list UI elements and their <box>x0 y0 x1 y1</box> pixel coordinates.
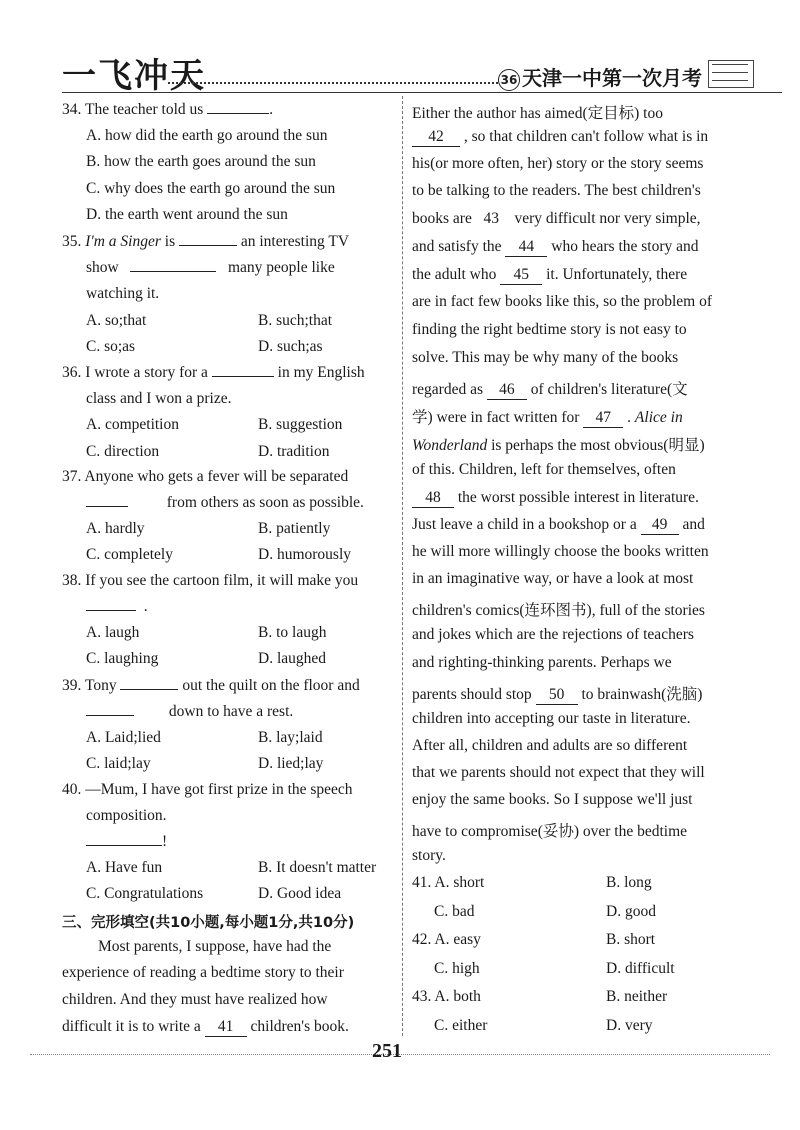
passage-r8: are in fact few books like this, so the problem of <box>412 293 713 310</box>
option-34a[interactable]: A. how did the earth go around the sun <box>86 127 328 144</box>
option-35d[interactable]: D. such;as <box>258 338 323 355</box>
option-38b[interactable]: B. to laugh <box>258 624 327 641</box>
option-36c[interactable]: C. direction <box>86 443 160 460</box>
question-38-line2: . <box>86 598 148 616</box>
question-39-line1: 39. Tony out the quilt on the floor and <box>62 677 360 694</box>
question-40-line3: ! <box>86 833 167 851</box>
option-36b[interactable]: B. suggestion <box>258 416 343 433</box>
question-34: 34. The teacher told us . <box>62 101 274 118</box>
option-40d[interactable]: D. Good idea <box>258 885 342 902</box>
passage-r13: Wonderland is perhaps the most obvious(明显) <box>412 437 705 454</box>
passage-line-1: Most parents, I suppose, have had the <box>98 938 332 955</box>
page-number: 251 <box>372 1040 402 1062</box>
option-39a[interactable]: A. Laid;lied <box>86 729 161 746</box>
passage-r19: children's comics(连环图书), full of the stories <box>412 602 705 619</box>
blank-47[interactable]: 47 <box>583 409 623 428</box>
blank-50[interactable]: 50 <box>536 686 578 705</box>
header-rule <box>62 92 782 93</box>
option-37c[interactable]: C. completely <box>86 546 173 563</box>
option-39d[interactable]: D. lied;lay <box>258 755 324 772</box>
option-40b[interactable]: B. It doesn't matter <box>258 859 377 876</box>
passage-r24: After all, children and adults are so different <box>412 737 688 754</box>
question-38-line1: 38. If you see the cartoon film, it will make you <box>62 572 359 589</box>
option-43b[interactable]: B. neither <box>606 988 668 1005</box>
column-divider <box>402 96 403 1036</box>
passage-r27: have to compromise(妥协) over the bedtime <box>412 823 688 840</box>
brand-title: 一飞冲天 <box>62 56 206 96</box>
blank-43[interactable]: 43 <box>483 210 499 227</box>
passage-r6: and satisfy the 44 who hears the story and <box>412 238 699 255</box>
passage-r14: of this. Children, left for themselves, often <box>412 461 676 478</box>
option-42a[interactable]: 42. A. easy <box>412 931 481 948</box>
option-41b[interactable]: B. long <box>606 874 652 891</box>
option-34d[interactable]: D. the earth went around the sun <box>86 206 288 223</box>
blank-49[interactable]: 49 <box>641 516 679 535</box>
series-title <box>498 62 702 91</box>
passage-r7: the adult who 45 it. Unfortunately, there <box>412 266 688 283</box>
passage-r2: 42 , so that children can't follow what is in <box>412 128 708 147</box>
passage-r18: in an imaginative way, or have a look at most <box>412 570 694 587</box>
option-35a[interactable]: A. so;that <box>86 312 147 329</box>
passage-r20: and jokes which are the rejections of teachers <box>412 626 694 643</box>
option-43d[interactable]: D. very <box>606 1017 653 1034</box>
question-40-line1: 40. —Mum, I have got first prize in the speech <box>62 781 353 798</box>
blank-44[interactable]: 44 <box>505 238 547 257</box>
question-37-line2: from others as soon as possible. <box>86 494 364 512</box>
option-37b[interactable]: B. patiently <box>258 520 331 537</box>
passage-r9: finding the right bedtime story is not easy to <box>412 321 687 338</box>
passage-line-3: children. And they must have realized how <box>62 991 328 1008</box>
passage-r5: books are 43 very difficult nor very simple, <box>412 210 701 227</box>
passage-r16: Just leave a child in a bookshop or a 49 and <box>412 516 705 533</box>
option-35b[interactable]: B. such;that <box>258 312 333 329</box>
passage-r4: to be talking to the readers. The best children's <box>412 182 701 199</box>
blank-42[interactable]: 42 <box>412 128 460 147</box>
question-40-line2: composition. <box>86 807 167 824</box>
option-40a[interactable]: A. Have fun <box>86 859 163 876</box>
passage-r3: his(or more often, her) story or the story seems <box>412 155 704 172</box>
option-39b[interactable]: B. lay;laid <box>258 729 323 746</box>
option-43c[interactable]: C. either <box>434 1017 488 1034</box>
option-34c[interactable]: C. why does the earth go around the sun <box>86 180 336 197</box>
option-36a[interactable]: A. competition <box>86 416 179 433</box>
option-43a[interactable]: 43. A. both <box>412 988 481 1005</box>
option-39c[interactable]: C. laid;lay <box>86 755 151 772</box>
passage-r12: 学) were in fact written for 47 . Alice in <box>412 409 683 426</box>
passage-r17: he will more willingly choose the books written <box>412 543 709 560</box>
passage-r26: enjoy the same books. So I suppose we'll just <box>412 791 693 808</box>
option-42c[interactable]: C. high <box>434 960 480 977</box>
blank-45[interactable]: 45 <box>500 266 542 285</box>
option-40c[interactable]: C. Congratulations <box>86 885 204 902</box>
blank-48[interactable]: 48 <box>412 489 454 508</box>
page-header <box>0 0 800 100</box>
passage-r15: 48 the worst possible interest in literature. <box>412 489 699 508</box>
passage-line-2: experience of reading a bedtime story to their <box>62 964 344 981</box>
option-36d[interactable]: D. tradition <box>258 443 330 460</box>
question-39-line2: down to have a rest. <box>86 703 293 721</box>
passage-r10: solve. This may be why many of the books <box>412 349 679 366</box>
question-36-line2: class and I won a prize. <box>86 390 232 407</box>
passage-r28: story. <box>412 847 446 864</box>
passage-r11: regarded as 46 of children's literature(文 <box>412 381 688 398</box>
passage-r23: children into accepting our taste in literature. <box>412 710 691 727</box>
option-38c[interactable]: C. laughing <box>86 650 159 667</box>
blank-46[interactable]: 46 <box>487 381 527 400</box>
series-number: 36 <box>498 69 520 91</box>
question-36-line1: 36. I wrote a story for a in my English <box>62 364 365 381</box>
passage-r25: that we parents should not expect that they will <box>412 764 705 781</box>
passage-line-4: difficult it is to write a 41 children's book. <box>62 1018 349 1035</box>
series-name: 天津一中第一次月考 <box>522 66 702 90</box>
section-heading: 三、完形填空(共10小题,每小题1分,共10分) <box>62 915 355 931</box>
logo-icon <box>708 60 754 88</box>
option-42d[interactable]: D. difficult <box>606 960 675 977</box>
option-37a[interactable]: A. hardly <box>86 520 145 537</box>
question-35-line3: watching it. <box>86 285 160 302</box>
blank-41[interactable]: 41 <box>205 1018 247 1037</box>
option-34b[interactable]: B. how the earth goes around the sun <box>86 153 316 170</box>
header-dots <box>168 82 498 84</box>
option-38d[interactable]: D. laughed <box>258 650 327 667</box>
option-41d[interactable]: D. good <box>606 903 656 920</box>
option-37d[interactable]: D. humorously <box>258 546 351 563</box>
passage-r22: parents should stop 50 to brainwash(洗脑) <box>412 686 703 703</box>
question-35-line2: show many people like <box>86 259 335 276</box>
option-41c[interactable]: C. bad <box>434 903 475 920</box>
option-42b[interactable]: B. short <box>606 931 656 948</box>
question-35-line1: 35. I'm a Singer is an interesting TV <box>62 233 350 250</box>
option-41a[interactable]: 41. A. short <box>412 874 485 891</box>
passage-r21: and righting-thinking parents. Perhaps we <box>412 654 672 671</box>
option-38a[interactable]: A. laugh <box>86 624 140 641</box>
option-35c[interactable]: C. so;as <box>86 338 136 355</box>
passage-r1: Either the author has aimed(定目标) too <box>412 105 663 122</box>
question-37-line1: 37. Anyone who gets a fever will be separated <box>62 468 349 485</box>
